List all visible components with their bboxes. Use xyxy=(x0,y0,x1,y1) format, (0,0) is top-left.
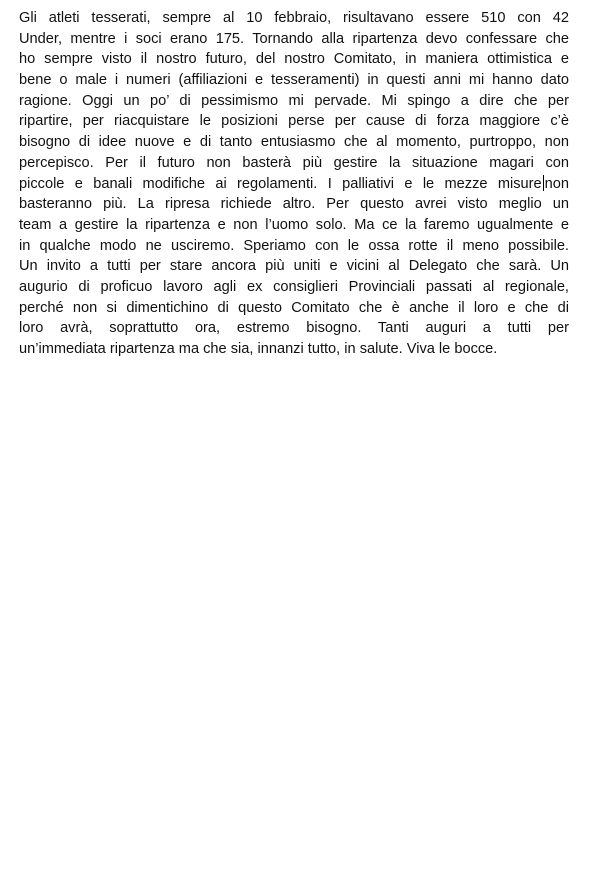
text-line: ragione. Oggi un po’ di pessimismo mi pervade. Mi spingo a dire che per xyxy=(19,92,569,109)
text-line: Gli atleti tesserati, sempre al 10 febbraio, risultavano essere 510 con 42 xyxy=(19,10,569,26)
text-caret xyxy=(543,175,544,191)
text-line: bisogno di idee nuove e di tanto entusiasmo che al momento, purtroppo, non xyxy=(19,134,569,151)
text-line-with-caret xyxy=(19,174,569,195)
text-line-tail: non xyxy=(544,175,569,192)
text-line-head: piccole e banali modifiche ai regolamenti. I palliativi e le mezze misure xyxy=(19,175,542,192)
text-line: Un invito a tutti per stare ancora più uniti e vicini al Delegato che sarà. Un xyxy=(19,258,569,275)
text-line: percepisco. Per il futuro non basterà più gestire la situazione magari con xyxy=(19,154,569,171)
text-line: Under, mentre i soci erano 175. Tornando alla ripartenza devo confessare che xyxy=(19,30,569,47)
text-line: ho sempre visto il nostro futuro, del nostro Comitato, in maniera ottimistica e xyxy=(19,51,569,68)
text-line: in qualche modo ne usciremo. Speriamo con le ossa rotte il meno possibile. xyxy=(19,237,569,254)
text-line-last: un’immediata ripartenza ma che sia, innanzi tutto, in salute. Viva le bocce. xyxy=(19,341,498,357)
text-line: team a gestire la ripartenza e non l’uomo solo. Ma ce la faremo ugualmente e xyxy=(19,216,569,233)
text-line: bene o male i numeri (affiliazioni e tesseramenti) in questi anni mi hanno dato xyxy=(19,72,569,89)
text-line: augurio di proficuo lavoro agli ex consiglieri Provinciali passati al regionale, xyxy=(19,278,569,295)
text-line: perché non si dimentichino di questo Comitato che è anche il loro e che di xyxy=(19,299,569,316)
text-line: loro avrà, soprattutto ora, estremo bisogno. Tanti auguri a tutti per xyxy=(19,320,569,337)
text-line: ripartire, per riacquistare le posizioni perse per cause di forza maggiore c’è xyxy=(19,113,569,130)
document-body[interactable] xyxy=(19,8,569,360)
text-line: basteranno più. La ripresa richiede altro. Per questo avrei visto meglio un xyxy=(19,196,569,213)
